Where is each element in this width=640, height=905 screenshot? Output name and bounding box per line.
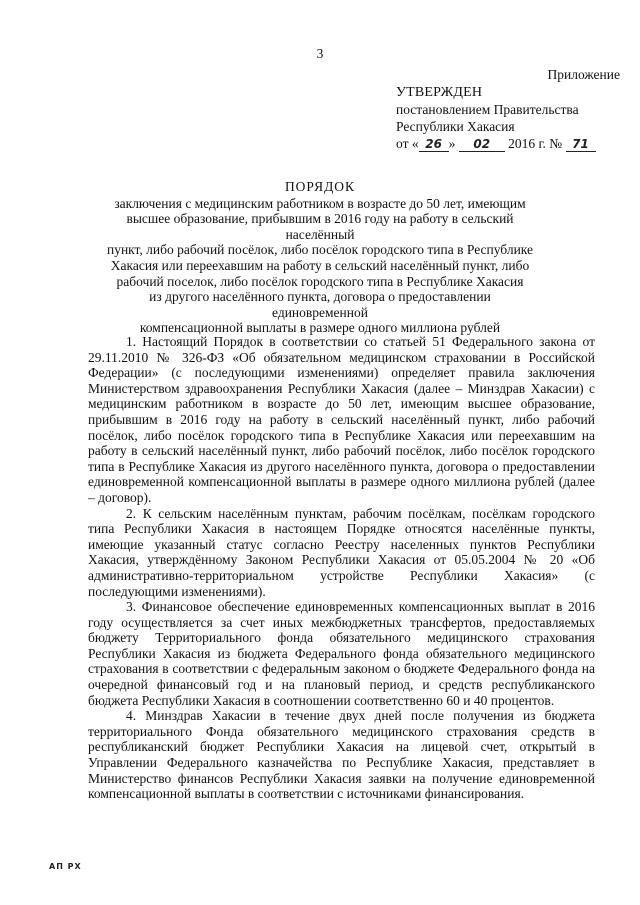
subtitle-line: Хакасия или переехавшим на работу в сельский населённый пункт, либо (110, 257, 530, 273)
appendix-label: Приложение (547, 67, 620, 82)
approval-date-line (396, 135, 606, 152)
paragraph-3: 3. Финансовое обеспечение единовременных компенсационных выплат в 2016 году осуществляется за счет иных межбюджетных трансфертов, предоставляемых бюджету Территориального фонда обязательного медицинского страхования Республики Хакасия из бюджета Федерального фонда обязательного медицинского страхования в соответствии с федеральным законом о бюджете Федерального фонда на очередной финансовый год и на плановый период, и средств республиканского бюджета Республики Хакасия в соотношении соответственно 60 и 40 процентов. (88, 599, 595, 708)
handwritten-day: 26 (419, 137, 449, 152)
date-separator: » (448, 136, 456, 151)
approval-line-1: постановлением Правительства (396, 102, 579, 117)
subtitle-line: из другого населённого пункта, договора о предоставлении единовременной (149, 289, 491, 320)
date-prefix: от « (396, 136, 419, 151)
handwritten-number: 71 (566, 137, 596, 152)
subtitle-line: высшее образование, прибывшим в 2016 году на работу в сельский населённый (126, 211, 514, 242)
approved-label: УТВЕРЖДЕН (396, 85, 483, 100)
date-year: 2016 г. № (508, 136, 563, 151)
paragraph-4: 4. Минздрав Хакасии в течение двух дней после получения из бюджета территориального Фонда обязательного медицинского страхования средств в республиканский бюджет Республики Хакасия на лицевой счет, открытый в Управлении Федерального казначейства по Республике Хакасия, представляет в Министерство финансов Республики Хакасия заявки на получение единовременной компенсационной выплаты в соответствии с источниками финансирования. (88, 708, 595, 802)
subtitle-line: заключения с медицинским работником в возрасте до 50 лет, имеющим (114, 195, 526, 211)
approval-stamp (0, 66, 620, 151)
page-number: 3 (316, 46, 324, 61)
document-title: ПОРЯДОК (284, 179, 356, 194)
paragraph-1: 1. Настоящий Порядок в соответствии со статьей 51 Федерального закона от 29.11.2010 № 326-ФЗ «Об обязательном медицинском страховании в Российской Федерации» (с последующими изменениями) определяет правила заключения Министерством здравоохранения Республики Хакасия (далее – Минздрав Хакасии) с медицинским работником в возрасте до 50 лет, имеющим высшее образование, прибывшим в 2016 году на работу в сельский населённый пункт, либо рабочий посёлок, либо посёлок городского типа в Республике Хакасия или переехавшим на работу в сельский населённый пункт, либо рабочий посёлок, либо посёлок городского типа в Республике Хакасия из другого населённого пункта, договора о предоставлении единовременной компенсационной выплаты в размере одного миллиона рублей (далее – договор). (88, 334, 595, 505)
footer-code: АП РХ (49, 862, 82, 871)
paragraph-2: 2. К сельским населённым пунктам, рабочим посёлкам, посёлкам городского типа Республики Хакасия в настоящем Порядке относятся населённые пункты, имеющие указанный статус согласно Реестру населенных пунктов Республики Хакасия, утверждённому Законом Республики Хакасия от 05.05.2004 № 20 «Об административно-территориальном устройстве Республики Хакасия» (с последующими изменениями). (88, 505, 595, 599)
approval-line-2: Республики Хакасия (396, 119, 515, 134)
document-title-block (100, 179, 540, 336)
subtitle-line: рабочий поселок, либо посёлок городского типа в Республике Хакасия (116, 273, 524, 289)
document-body (88, 334, 595, 802)
approval-block (396, 84, 606, 152)
subtitle-line: компенсационной выплаты в размере одного миллиона рублей (139, 320, 501, 336)
subtitle-line: пункт, либо рабочий посёлок, либо посёлок городского типа в Республике (106, 242, 534, 258)
handwritten-month: 02 (459, 137, 505, 152)
